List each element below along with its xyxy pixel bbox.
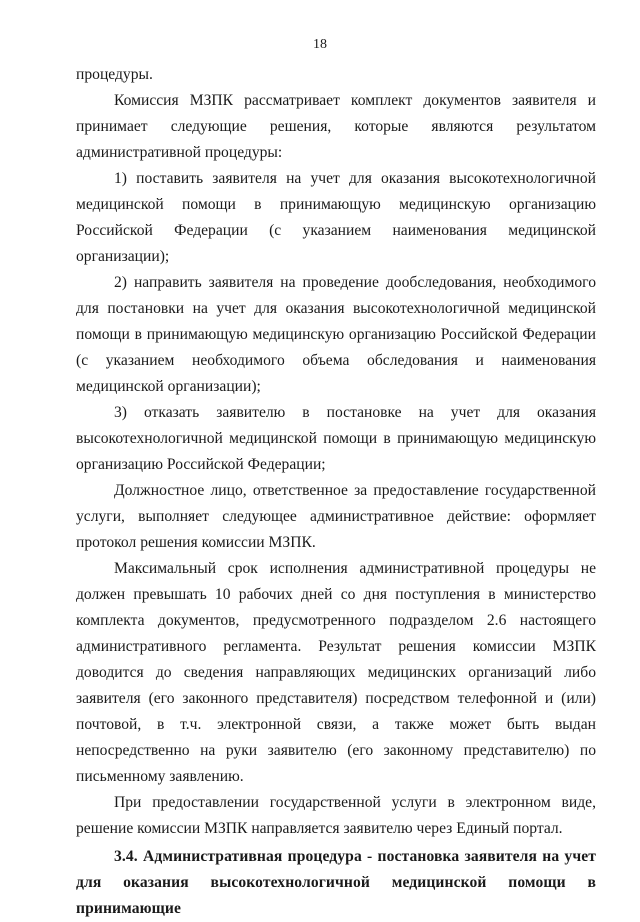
paragraph-decision-2: 2) направить заявителя на проведение дообследования, необходимого для постановки на учет для оказания высокотехнологичной медицинской помощи в принимающую медицинскую организацию Российской Федерации (с указанием необходимого объема обследования и наименования медицинской организации); (76, 274, 596, 395)
paragraph-decision-3: 3) отказать заявителю в постановке на учет для оказания высокотехнологичной медицинской помощи в принимающую медицинскую организацию Российской Федерации; (76, 404, 596, 473)
paragraph-max-term: Максимальный срок исполнения административной процедуры не должен превышать 10 рабочих дней со дня поступления в министерство комплекта документов, предусмотренного подразделом 2.6 настоящего административного регламента. Результат решения комиссии МЗПК доводится до сведения направляющих медицинских организаций либо заявителя (его законного представителя) посредством телефонной и (или) почтовой, в т.ч. электронной связи, а также может быть выдан непосредственно на руки заявителю (его законному представителю) по письменному заявлению. (76, 560, 596, 785)
paragraph-commission-review: Комиссия МЗПК рассматривает комплект документов заявителя и принимает следующие решения, которые являются результатом административной процедуры: (76, 92, 596, 161)
paragraph-decision-1: 1) поставить заявителя на учет для оказания высокотехнологичной медицинской помощи в принимающую медицинскую организацию Российской Федерации (с указанием наименования медицинской организации); (76, 170, 596, 265)
section-heading: 3.4. Административная процедура - постановка заявителя на учет для оказания высокотехнологичной медицинской помощи в принимающие (76, 848, 596, 917)
paragraph-continuation: процедуры. (76, 66, 153, 83)
page-number: 18 (313, 37, 327, 52)
paragraph-official-action: Должностное лицо, ответственное за предоставление государственной услуги, выполняет следующее административное действие: оформляет протокол решения комиссии МЗПК. (76, 482, 596, 551)
document-body (76, 62, 596, 922)
paragraph-electronic-service: При предоставлении государственной услуги в электронном виде, решение комиссии МЗПК направляется заявителю через Единый портал. (76, 794, 596, 837)
